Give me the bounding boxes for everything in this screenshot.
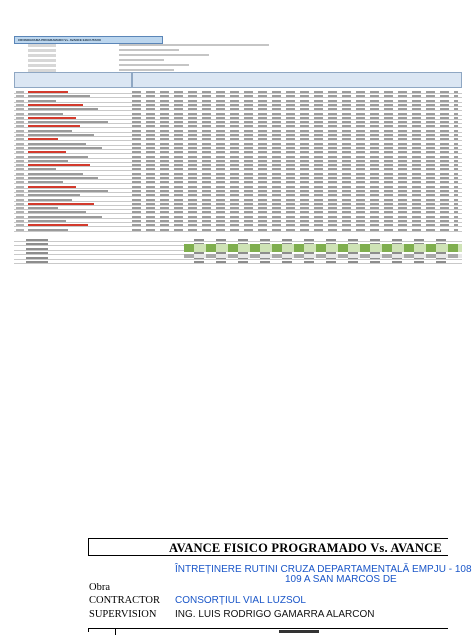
row-code — [16, 186, 24, 188]
row-values — [132, 130, 458, 132]
row-description — [28, 168, 56, 170]
row-values — [132, 160, 458, 162]
summary-values — [194, 261, 456, 263]
row-description — [28, 203, 94, 205]
row-description — [28, 224, 88, 226]
row-code — [16, 151, 24, 153]
row-values — [132, 190, 458, 192]
row-description — [28, 100, 56, 102]
row-code — [16, 91, 24, 93]
summary-gray-strip — [184, 254, 462, 258]
row-code — [16, 117, 24, 119]
spreadsheet-preview — [14, 36, 462, 264]
row-description — [28, 216, 102, 218]
summary-label — [26, 243, 48, 245]
row-values — [132, 147, 458, 149]
row-code — [16, 190, 24, 192]
title-box — [88, 538, 448, 556]
table-divider — [115, 629, 116, 635]
row-description — [28, 186, 76, 188]
summary-label — [26, 252, 48, 254]
row-code — [16, 121, 24, 123]
row-code — [16, 95, 24, 97]
row-code — [16, 177, 24, 179]
row-code — [16, 224, 24, 226]
summary-label — [26, 257, 48, 259]
summary-label — [26, 261, 48, 263]
row-code — [16, 147, 24, 149]
row-code — [16, 143, 24, 145]
row-description — [28, 108, 98, 110]
row-values — [132, 100, 458, 102]
summary-green-strip — [184, 244, 462, 252]
row-values — [132, 173, 458, 175]
row-values — [132, 143, 458, 145]
row-values — [132, 125, 458, 127]
summary-values — [194, 239, 456, 241]
row-values — [132, 194, 458, 196]
row-description — [28, 181, 63, 183]
obra-value-line1: ÎNTREȚINERE RUTINI CRUZA DEPARTAMENTALĂ EMPJU - 108 — [175, 564, 472, 575]
row-description — [28, 138, 58, 140]
summary-row — [14, 260, 462, 264]
row-code — [16, 134, 24, 136]
row-code — [16, 113, 24, 115]
row-description — [28, 190, 108, 192]
row-values — [132, 91, 458, 93]
contractor-label: CONTRACTOR — [89, 595, 160, 606]
sheet-row — [14, 228, 462, 232]
summary-label — [26, 248, 48, 250]
table-top-border — [88, 628, 448, 632]
row-description — [28, 229, 68, 231]
supervision-value: ING. LUIS RODRIGO GAMARRA ALARCON — [175, 609, 375, 620]
row-description — [28, 91, 68, 93]
row-description — [28, 194, 80, 196]
row-description — [28, 164, 90, 166]
row-code — [16, 211, 24, 213]
row-values — [132, 138, 458, 140]
page-title: AVANCE FISICO PROGRAMADO Vs. AVANCE — [169, 541, 442, 555]
row-description — [28, 125, 80, 127]
row-description — [28, 134, 94, 136]
row-values — [132, 216, 458, 218]
row-description — [28, 220, 66, 222]
row-values — [132, 104, 458, 106]
row-description — [28, 177, 98, 179]
row-values — [132, 164, 458, 166]
row-description — [28, 173, 83, 175]
row-code — [16, 194, 24, 196]
supervision-label: SUPERVISION — [89, 609, 157, 620]
row-code — [16, 216, 24, 218]
row-description — [28, 211, 86, 213]
row-code — [16, 130, 24, 132]
row-code — [16, 125, 24, 127]
sheet-grid — [14, 72, 462, 268]
sheet-title: CRONOGRAMA PROGRAMADO Vs. AVANCE EJECUTADO — [14, 36, 163, 44]
row-description — [28, 113, 63, 115]
row-description — [28, 121, 108, 123]
contractor-value: CONSORȚIUL VIAL LUZSOL — [175, 595, 306, 606]
row-values — [132, 134, 458, 136]
row-code — [16, 100, 24, 102]
row-values — [132, 224, 458, 226]
row-code — [16, 203, 24, 205]
row-values — [132, 220, 458, 222]
row-values — [132, 181, 458, 183]
row-code — [16, 168, 24, 170]
row-code — [16, 181, 24, 183]
row-values — [132, 186, 458, 188]
summary-label — [26, 239, 48, 241]
row-code — [16, 220, 24, 222]
row-code — [16, 104, 24, 106]
row-description — [28, 104, 83, 106]
grid-header-periods — [132, 72, 462, 88]
row-values — [132, 156, 458, 158]
row-code — [16, 229, 24, 231]
row-values — [132, 117, 458, 119]
row-code — [16, 160, 24, 162]
summary-row — [14, 238, 462, 242]
row-values — [132, 211, 458, 213]
row-values — [132, 151, 458, 153]
row-description — [28, 130, 72, 132]
obra-value-line2: 109 A SAN MARCOS DE — [285, 574, 397, 585]
row-values — [132, 199, 458, 201]
grid-header-description — [14, 72, 132, 88]
row-code — [16, 173, 24, 175]
zoomed-page-header — [0, 520, 474, 632]
row-code — [16, 108, 24, 110]
row-description — [28, 160, 68, 162]
row-code — [16, 207, 24, 209]
row-values — [132, 168, 458, 170]
row-code — [16, 199, 24, 201]
row-values — [132, 121, 458, 123]
row-description — [28, 151, 66, 153]
row-code — [16, 164, 24, 166]
row-description — [28, 143, 86, 145]
row-description — [28, 156, 88, 158]
row-values — [132, 108, 458, 110]
obra-label: Obra — [89, 582, 110, 593]
row-code — [16, 138, 24, 140]
row-description — [28, 207, 58, 209]
row-values — [132, 229, 458, 231]
row-description — [28, 147, 102, 149]
row-description — [28, 199, 72, 201]
row-values — [132, 203, 458, 205]
row-values — [132, 113, 458, 115]
row-code — [16, 156, 24, 158]
row-description — [28, 117, 76, 119]
row-values — [132, 207, 458, 209]
row-description — [28, 95, 90, 97]
row-values — [132, 177, 458, 179]
row-values — [132, 95, 458, 97]
